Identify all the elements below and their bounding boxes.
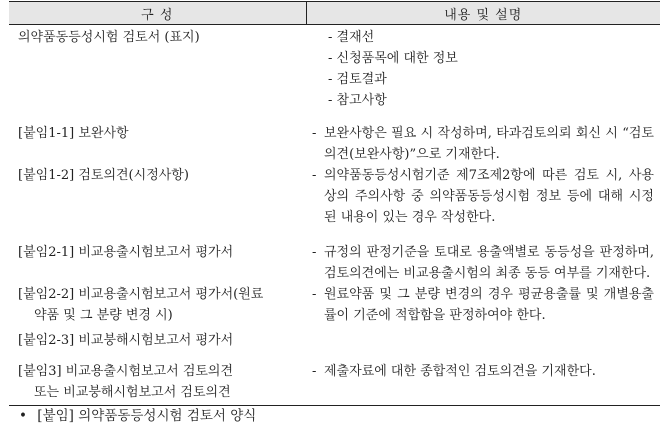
table-header-row (9, 2, 660, 25)
table-row (9, 351, 660, 406)
cover-title: 의약품동등성시험 검토서 (표지) (18, 30, 200, 45)
table-row (9, 284, 660, 351)
row-description: - 원료약품 및 그 분량 변경의 경우 평균용출률 및 개별용출률이 기준에 적합함을 판정하여야 한다. (312, 287, 654, 323)
row-label: [붙임2-1] 비교용출시험보고서 평가서 (18, 245, 234, 260)
row-label-cont: 또는 비교붕해시험보고서 검토의견 (34, 385, 231, 400)
row-label: [붙임1-1] 보완사항 (18, 126, 129, 141)
footnote-text: [붙임] 의약품동등성시험 검토서 양식 (37, 408, 257, 424)
composition-table (9, 1, 660, 406)
cover-item: - 결재선 (328, 30, 375, 45)
row-description: - 의약품동등성시험기준 제7조제2항에 따른 검토 시, 사용상의 주의사항 중 의약품동등성시험 정보 등에 대해 시정된 내용이 있는 경우 작성한다. (312, 168, 654, 225)
row-label: [붙임1-2] 검토의견(시정사항) (18, 168, 189, 183)
row-label: [붙임2-2] 비교용출시험보고서 평가서(원료 (18, 287, 264, 302)
header-description: 내용 및 설명 (306, 2, 660, 25)
row-label: [붙임2-3] 비교붕해시험보고서 평가서 (18, 333, 234, 348)
header-component: 구 성 (9, 2, 306, 25)
row-label-cont: 약품 및 그 분량 변경 시) (34, 308, 173, 323)
bullet-icon: • (19, 408, 27, 424)
footnote (19, 404, 256, 424)
cover-items (306, 25, 660, 112)
table-row (9, 165, 660, 228)
cover-item: - 검토결과 (328, 72, 387, 87)
row-description: - 규정의 판정기준을 토대로 용출액별로 동등성을 판정하며, 검토의견에는 비교용출시험의 최종 동등 여부를 기재한다. (312, 245, 654, 281)
table-row-cover (9, 25, 660, 112)
cover-item: - 신청품목에 대한 정보 (328, 51, 458, 66)
table-row (9, 123, 660, 165)
table-row (9, 242, 660, 284)
cover-item: - 참고사항 (328, 93, 387, 108)
row-description: - 보완사항은 필요 시 작성하며, 타과검토의뢰 회신 시 “검토의견(보완사항)”으로 기재한다. (312, 126, 654, 162)
row-description: - 제출자료에 대한 종합적인 검토의견을 기재한다. (312, 364, 596, 379)
row-label: [붙임3] 비교용출시험보고서 검토의견 (18, 364, 234, 379)
